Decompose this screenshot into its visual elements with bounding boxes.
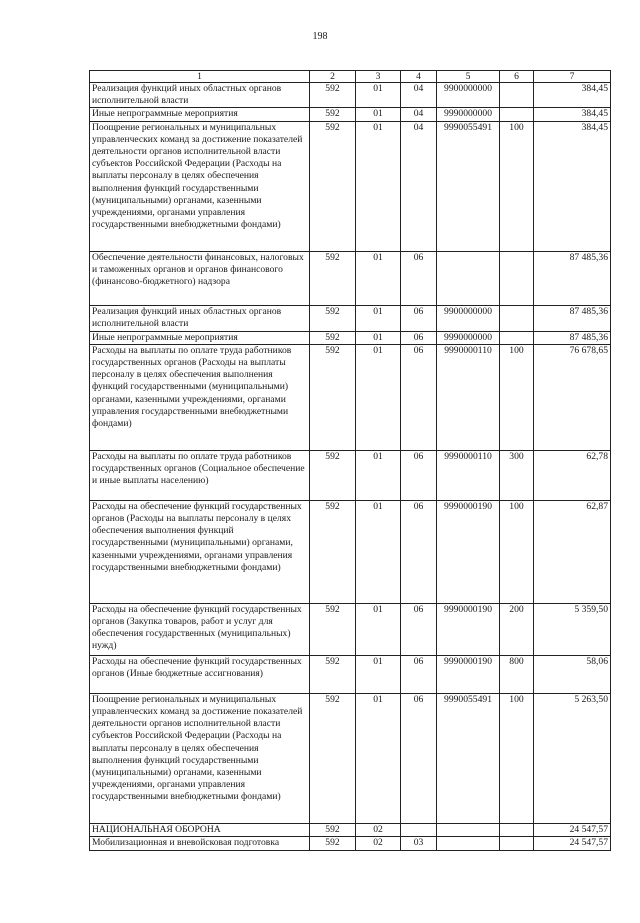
row-name-cell: НАЦИОНАЛЬНАЯ ОБОРОНА: [90, 823, 310, 836]
row-amount-cell: 24 547,57: [534, 837, 611, 851]
row-section-cell: 01: [356, 121, 401, 251]
row-target-cell: 9990000190: [437, 500, 500, 603]
table-row: [90, 331, 611, 344]
row-name-cell: Реализация функций иных областных органов исполнительной власти: [90, 83, 310, 108]
row-name-cell: Иные непрограммные мероприятия: [90, 331, 310, 344]
row-amount-cell: 62,87: [534, 500, 611, 603]
row-subsection-cell: 06: [401, 331, 437, 344]
row-section-cell: 01: [356, 331, 401, 344]
row-code-cell: 592: [310, 823, 356, 836]
row-expense-type-cell: [500, 251, 534, 305]
row-amount-cell: 87 485,36: [534, 305, 611, 331]
row-name-cell: Поощрение региональных и муниципальных управленческих команд за достижение показателей деятельности органов исполнительной власти субъектов Российской Федерации (Расходы на выплаты персоналу в целях обеспечения выполнения функций государственными (муниципальными) органами, казенными учреждениями, органами управления государственными внебюджетными фондами): [90, 693, 310, 823]
row-expense-type-cell: 300: [500, 450, 534, 500]
table-row: [90, 823, 611, 836]
row-section-cell: 02: [356, 837, 401, 851]
row-target-cell: 9900000000: [437, 305, 500, 331]
row-amount-cell: 76 678,65: [534, 344, 611, 450]
row-subsection-cell: 06: [401, 344, 437, 450]
row-subsection-cell: 04: [401, 83, 437, 108]
table-row: [90, 603, 611, 655]
page-number: 198: [312, 31, 328, 42]
column-header: 7: [534, 71, 611, 83]
row-amount-cell: 384,45: [534, 83, 611, 108]
row-expense-type-cell: [500, 305, 534, 331]
table-row: [90, 251, 611, 305]
row-section-cell: 02: [356, 823, 401, 836]
column-header: 6: [500, 71, 534, 83]
table-row: [90, 305, 611, 331]
row-code-cell: 592: [310, 108, 356, 121]
table-row: [90, 83, 611, 108]
table-header-row: [90, 71, 611, 83]
row-name-cell: Расходы на обеспечение функций государственных органов (Закупка товаров, работ и услуг для обеспечения государственных (муниципальных) нужд): [90, 603, 310, 655]
row-expense-type-cell: 100: [500, 121, 534, 251]
row-code-cell: 592: [310, 693, 356, 823]
row-section-cell: 01: [356, 344, 401, 450]
row-name-cell: Расходы на выплаты по оплате труда работников государственных органов (Расходы на выплаты персоналу в целях обеспечения выполнения функций государственными (муниципальными) органами, казенными учреждениями, органами управления государственными внебюджетными фондами): [90, 344, 310, 450]
row-subsection-cell: [401, 823, 437, 836]
row-expense-type-cell: 800: [500, 655, 534, 693]
column-header: 2: [310, 71, 356, 83]
row-target-cell: 9990000000: [437, 331, 500, 344]
table-row: [90, 655, 611, 693]
column-header: 3: [356, 71, 401, 83]
row-section-cell: 01: [356, 603, 401, 655]
row-name-cell: Расходы на выплаты по оплате труда работников государственных органов (Социальное обеспечение и иные выплаты населению): [90, 450, 310, 500]
row-code-cell: 592: [310, 655, 356, 693]
row-section-cell: 01: [356, 251, 401, 305]
table-row: [90, 121, 611, 251]
row-expense-type-cell: 100: [500, 693, 534, 823]
row-expense-type-cell: 200: [500, 603, 534, 655]
table-row: [90, 693, 611, 823]
row-code-cell: 592: [310, 450, 356, 500]
row-expense-type-cell: [500, 837, 534, 851]
column-header: 1: [90, 71, 310, 83]
row-expense-type-cell: 100: [500, 344, 534, 450]
row-name-cell: Поощрение региональных и муниципальных управленческих команд за достижение показателей деятельности органов исполнительной власти субъектов Российской Федерации (Расходы на выплаты персоналу в целях обеспечения выполнения функций государственными (муниципальными) органами, казенными учреждениями, органами управления государственными внебюджетными фондами): [90, 121, 310, 251]
row-section-cell: 01: [356, 108, 401, 121]
table-row: [90, 837, 611, 851]
row-target-cell: 9990055491: [437, 121, 500, 251]
row-subsection-cell: 06: [401, 251, 437, 305]
row-target-cell: 9990000110: [437, 450, 500, 500]
row-target-cell: [437, 251, 500, 305]
row-amount-cell: 384,45: [534, 121, 611, 251]
row-code-cell: 592: [310, 837, 356, 851]
row-code-cell: 592: [310, 500, 356, 603]
row-name-cell: Мобилизационная и вневойсковая подготовка: [90, 837, 310, 851]
row-code-cell: 592: [310, 251, 356, 305]
row-amount-cell: 384,45: [534, 108, 611, 121]
row-section-cell: 01: [356, 500, 401, 603]
column-header: 5: [437, 71, 500, 83]
row-code-cell: 592: [310, 305, 356, 331]
row-name-cell: Обеспечение деятельности финансовых, налоговых и таможенных органов и органов финансового (финансово-бюджетного) надзора: [90, 251, 310, 305]
row-target-cell: [437, 837, 500, 851]
row-section-cell: 01: [356, 693, 401, 823]
row-target-cell: 9900000000: [437, 83, 500, 108]
row-amount-cell: 58,06: [534, 655, 611, 693]
row-section-cell: 01: [356, 83, 401, 108]
row-code-cell: 592: [310, 344, 356, 450]
row-expense-type-cell: [500, 331, 534, 344]
row-expense-type-cell: [500, 83, 534, 108]
row-subsection-cell: 06: [401, 450, 437, 500]
column-header: 4: [401, 71, 437, 83]
row-subsection-cell: 04: [401, 121, 437, 251]
row-target-cell: 9990000000: [437, 108, 500, 121]
row-subsection-cell: 06: [401, 305, 437, 331]
row-amount-cell: 5 263,50: [534, 693, 611, 823]
row-amount-cell: 62,78: [534, 450, 611, 500]
row-amount-cell: 87 485,36: [534, 331, 611, 344]
row-name-cell: Иные непрограммные мероприятия: [90, 108, 310, 121]
row-name-cell: Реализация функций иных областных органов исполнительной власти: [90, 305, 310, 331]
row-amount-cell: 24 547,57: [534, 823, 611, 836]
row-subsection-cell: 06: [401, 693, 437, 823]
row-section-cell: 01: [356, 655, 401, 693]
table-row: [90, 500, 611, 603]
row-name-cell: Расходы на обеспечение функций государственных органов (Расходы на выплаты персоналу в целях обеспечения выполнения функций государственными (муниципальными) органами, казенными учреждениями, органами управления государственными внебюджетными фондами): [90, 500, 310, 603]
row-section-cell: 01: [356, 305, 401, 331]
table-row: [90, 108, 611, 121]
row-target-cell: [437, 823, 500, 836]
row-code-cell: 592: [310, 331, 356, 344]
table-row: [90, 344, 611, 450]
row-code-cell: 592: [310, 83, 356, 108]
row-code-cell: 592: [310, 121, 356, 251]
row-section-cell: 01: [356, 450, 401, 500]
row-subsection-cell: 04: [401, 108, 437, 121]
row-name-cell: Расходы на обеспечение функций государственных органов (Иные бюджетные ассигнования): [90, 655, 310, 693]
row-target-cell: 9990055491: [437, 693, 500, 823]
row-target-cell: 9990000190: [437, 655, 500, 693]
row-target-cell: 9990000190: [437, 603, 500, 655]
row-target-cell: 9990000110: [437, 344, 500, 450]
row-subsection-cell: 06: [401, 500, 437, 603]
row-code-cell: 592: [310, 603, 356, 655]
row-amount-cell: 5 359,50: [534, 603, 611, 655]
row-subsection-cell: 06: [401, 655, 437, 693]
row-expense-type-cell: 100: [500, 500, 534, 603]
table-row: [90, 450, 611, 500]
budget-table: [89, 70, 611, 851]
row-amount-cell: 87 485,36: [534, 251, 611, 305]
row-subsection-cell: 06: [401, 603, 437, 655]
row-expense-type-cell: [500, 108, 534, 121]
row-expense-type-cell: [500, 823, 534, 836]
row-subsection-cell: 03: [401, 837, 437, 851]
